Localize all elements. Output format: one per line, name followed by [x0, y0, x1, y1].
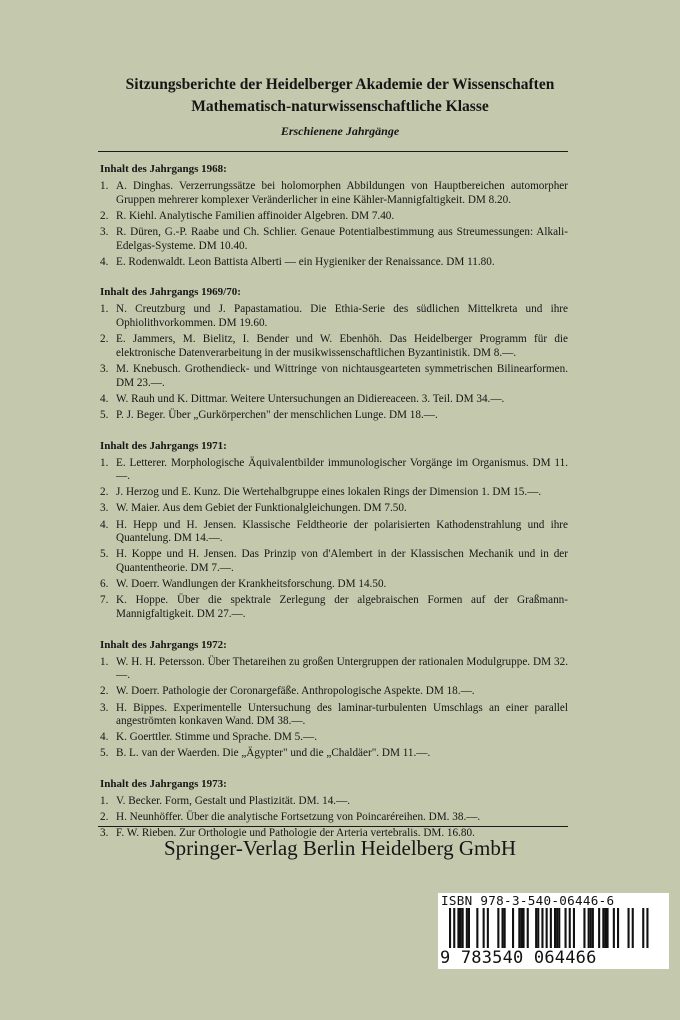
- list-item: [100, 457, 568, 484]
- list-item: [100, 702, 568, 729]
- item-text: M. Knebusch. Grothendieck- und Wittringe von nichtausgearteten symmetrischen Bilinearformen. DM 23.—.: [116, 362, 568, 389]
- barcode-bar: [462, 908, 464, 948]
- item-text: W. Maier. Aus dem Gebiet der Funktionalgleichungen. DM 7.50.: [116, 502, 407, 515]
- barcode-bar: [468, 908, 470, 948]
- isbn-label: ISBN 978-3-540-06446-6: [441, 893, 615, 908]
- item-text: H. Bippes. Experimentelle Untersuchung des laminar-turbulenten Umschlags an einer parallel angeströmten konkaven Wand. DM 38.—.: [116, 701, 568, 728]
- series-subtitle: Mathematisch-naturwissenschaftliche Klasse: [191, 98, 489, 115]
- item-number: 5.: [100, 548, 109, 561]
- list-item: [100, 393, 568, 407]
- item-number: 6.: [100, 578, 109, 591]
- barcode-bar: [476, 908, 478, 948]
- list-item: [100, 363, 568, 390]
- bottom-divider: [98, 826, 568, 827]
- barcode-bar: [520, 908, 522, 948]
- item-text: J. Herzog und E. Kunz. Die Wertehalbgruppe eines lokalen Rings der Dimension 1. DM 15.—.: [116, 486, 542, 499]
- item-number: 5.: [100, 747, 109, 760]
- barcode-bar: [565, 908, 567, 948]
- list-item: [100, 656, 568, 683]
- barcode-bars: [449, 908, 659, 948]
- item-text: A. Dinghas. Verzerrungssätze bei holomorphen Abbildungen von Hauptbereichen automorpher Gruppen mehrerer komplexer Veränderlicher in eine Kähler-Mannigfaltigkeit. DM 8.20.: [116, 180, 568, 206]
- list-item: [100, 811, 568, 825]
- item-number: 5.: [100, 408, 109, 421]
- barcode-bar: [546, 908, 548, 948]
- section-heading: Inhalt des Jahrgangs 1973:: [100, 778, 227, 791]
- barcode-bar: [642, 908, 644, 948]
- barcode-bar: [590, 908, 592, 948]
- item-text: R. Kiehl. Analytische Familien affinoider Algebren. DM 7.40.: [116, 209, 395, 222]
- section-heading: Inhalt des Jahrgangs 1972:: [100, 638, 227, 651]
- list-item: [100, 409, 568, 423]
- item-text: H. Neunhöffer. Über die analytische Fortsetzung von Poincaréreihen. DM. 38.—.: [116, 811, 481, 824]
- barcode-bar: [504, 908, 506, 948]
- item-text: W. Rauh und K. Dittmar. Weitere Untersuchungen an Didiereaceen. 3. Teil. DM 34.—.: [116, 392, 505, 405]
- item-number: 2.: [100, 685, 109, 698]
- list-item: [100, 502, 568, 516]
- list-item: [100, 548, 568, 575]
- list-item: [100, 519, 568, 546]
- barcode-bar: [535, 908, 537, 948]
- item-number: 3.: [100, 502, 109, 515]
- item-text: E. Rodenwaldt. Leon Battista Alberti — ein Hygieniker der Renaissance. DM 11.80.: [116, 255, 495, 268]
- barcode-bar: [523, 908, 525, 948]
- item-text: F. W. Rieben. Zur Orthologie und Pathologie der Arteria vertebralis. DM. 16.80.: [116, 827, 475, 840]
- barcode-bar: [598, 908, 600, 948]
- barcode-bar: [497, 908, 499, 948]
- item-text: E. Letterer. Morphologische Äquivalentbilder immunologischer Vorgänge im Organismus. DM 11.—.: [116, 456, 568, 483]
- barcode-bar: [502, 908, 504, 948]
- barcode-bar: [457, 908, 459, 948]
- item-text: V. Becker. Form, Gestalt und Plastizität. DM. 14.—.: [116, 795, 351, 808]
- barcode-bar: [554, 908, 556, 948]
- item-number: 7.: [100, 594, 109, 607]
- isbn-barcode: [438, 893, 669, 969]
- item-number: 3.: [100, 827, 109, 840]
- item-number: 2.: [100, 811, 109, 824]
- barcode-bar: [460, 908, 462, 948]
- barcode-bar: [512, 908, 514, 948]
- item-text: K. Hoppe. Über die spektrale Zerlegung der algebraischen Formen auf der Graßmann-Mannigfaltigkeit. DM 27.—.: [116, 594, 568, 620]
- list-item: [100, 594, 568, 621]
- barcode-bar: [604, 908, 606, 948]
- barcode-bar: [646, 908, 648, 948]
- item-text: E. Jammers, M. Bielitz, I. Bender und W. Ebenhöh. Das Heidelberger Programm für die elektronische Datenverarbeitung in der musikwissenschaftlichen Byzantinistik. DM 8.—.: [116, 333, 568, 359]
- section-heading: Inhalt des Jahrgangs 1969/70:: [100, 286, 241, 299]
- barcode-bar: [453, 908, 455, 948]
- barcode-bar: [483, 908, 485, 948]
- top-divider: [98, 151, 568, 152]
- list-item: [100, 486, 568, 500]
- item-number: 4.: [100, 255, 109, 268]
- item-number: 4.: [100, 731, 109, 744]
- list-item: [100, 333, 568, 360]
- published-volumes-label: Erschienene Jahrgänge: [280, 124, 400, 138]
- barcode-bar: [632, 908, 634, 948]
- barcode-bar: [588, 908, 590, 948]
- item-text: H. Hepp und H. Jensen. Klassische Feldtheorie der polarisierten Kathodenstrahlung und ihre Quantelung. DM 14.—.: [116, 518, 568, 545]
- barcode-bar: [607, 908, 609, 948]
- item-text: K. Goerttler. Stimme und Sprache. DM 5.—.: [116, 731, 318, 744]
- section-heading: Inhalt des Jahrgangs 1968:: [100, 163, 227, 175]
- section-1973: [100, 777, 568, 841]
- list-item: [100, 210, 568, 224]
- section-heading: Inhalt des Jahrgangs 1971:: [100, 439, 227, 452]
- list-item: [100, 685, 568, 699]
- item-text: H. Koppe und H. Jensen. Das Prinzip von d'Alembert in der Klassischen Mechanik und in der Quantentheorie. DM 7.—.: [116, 548, 568, 575]
- barcode-bar: [487, 908, 489, 948]
- section-1968: [100, 162, 568, 269]
- item-number: 3.: [100, 701, 109, 714]
- item-text: W. Doerr. Pathologie der Coronargefäße. Anthropologische Aspekte. DM 18.—.: [116, 685, 475, 698]
- list-item: [100, 731, 568, 745]
- barcode-bar: [537, 908, 539, 948]
- barcode-bar: [583, 908, 585, 948]
- barcode-bar: [613, 908, 615, 948]
- series-title: Sitzungsberichte der Heidelberger Akademie der Wissenschaften: [125, 76, 555, 93]
- item-number: 2.: [100, 333, 109, 346]
- barcode-digits: 9 783540 064466: [440, 948, 597, 968]
- barcode-bar: [617, 908, 619, 948]
- section-1971: [100, 439, 568, 622]
- list-item: [100, 256, 568, 270]
- list-item: [100, 578, 568, 592]
- item-text: P. J. Beger. Über „Gurkörperchen" der menschlichen Lunge. DM 18.—.: [116, 408, 438, 421]
- item-text: W. H. H. Petersson. Über Thetareihen zu großen Untergruppen der rationalen Modulgruppe. DM 32.—.: [116, 655, 568, 682]
- item-number: 1.: [100, 456, 109, 469]
- list-item: [100, 795, 568, 809]
- item-text: W. Doerr. Wandlungen der Krankheitsforschung. DM 14.50.: [116, 578, 387, 591]
- publisher-name: Springer-Verlag Berlin Heidelberg GmbH: [163, 836, 517, 860]
- item-text: B. L. van der Waerden. Die „Ägypter" und die „Chaldäer". DM 11.—.: [116, 747, 431, 760]
- barcode-bar: [573, 908, 575, 948]
- barcode-bar: [518, 908, 520, 948]
- barcode-bar: [602, 908, 604, 948]
- barcode-bar: [466, 908, 468, 948]
- item-number: 4.: [100, 392, 109, 405]
- volume-list: [100, 162, 568, 857]
- item-number: 1.: [100, 655, 109, 668]
- item-text: R. Düren, G.-P. Raabe und Ch. Schlier. Genaue Potentialbestimmung aus Streumessungen: Alkali-Edelgas-Systeme. DM 10.40.: [116, 225, 568, 252]
- item-number: 1.: [100, 795, 109, 808]
- barcode-bar: [558, 908, 560, 948]
- barcode-bar: [556, 908, 558, 948]
- list-item: [100, 747, 568, 761]
- item-number: 2.: [100, 209, 109, 222]
- item-number: 3.: [100, 225, 109, 238]
- item-number: 1.: [100, 180, 109, 192]
- barcode-bar: [550, 908, 552, 948]
- item-number: 4.: [100, 518, 109, 531]
- list-item: [100, 226, 568, 253]
- barcode-bar: [592, 908, 594, 948]
- barcode-bar: [541, 908, 543, 948]
- section-1972: [100, 638, 568, 761]
- list-item: [100, 303, 568, 330]
- barcode-bar: [527, 908, 529, 948]
- barcode-bar: [569, 908, 571, 948]
- section-1969-70: [100, 285, 568, 422]
- list-item: [100, 180, 568, 207]
- item-number: 3.: [100, 362, 109, 375]
- barcode-bar: [628, 908, 630, 948]
- item-number: 2.: [100, 486, 109, 499]
- item-text: N. Creutzburg und J. Papastamatiou. Die Ethia-Serie des südlichen Mittelkreta und ihre Ophiolithvorkommen. DM 19.60.: [116, 303, 568, 330]
- barcode-bar: [449, 908, 451, 948]
- item-number: 1.: [100, 303, 109, 316]
